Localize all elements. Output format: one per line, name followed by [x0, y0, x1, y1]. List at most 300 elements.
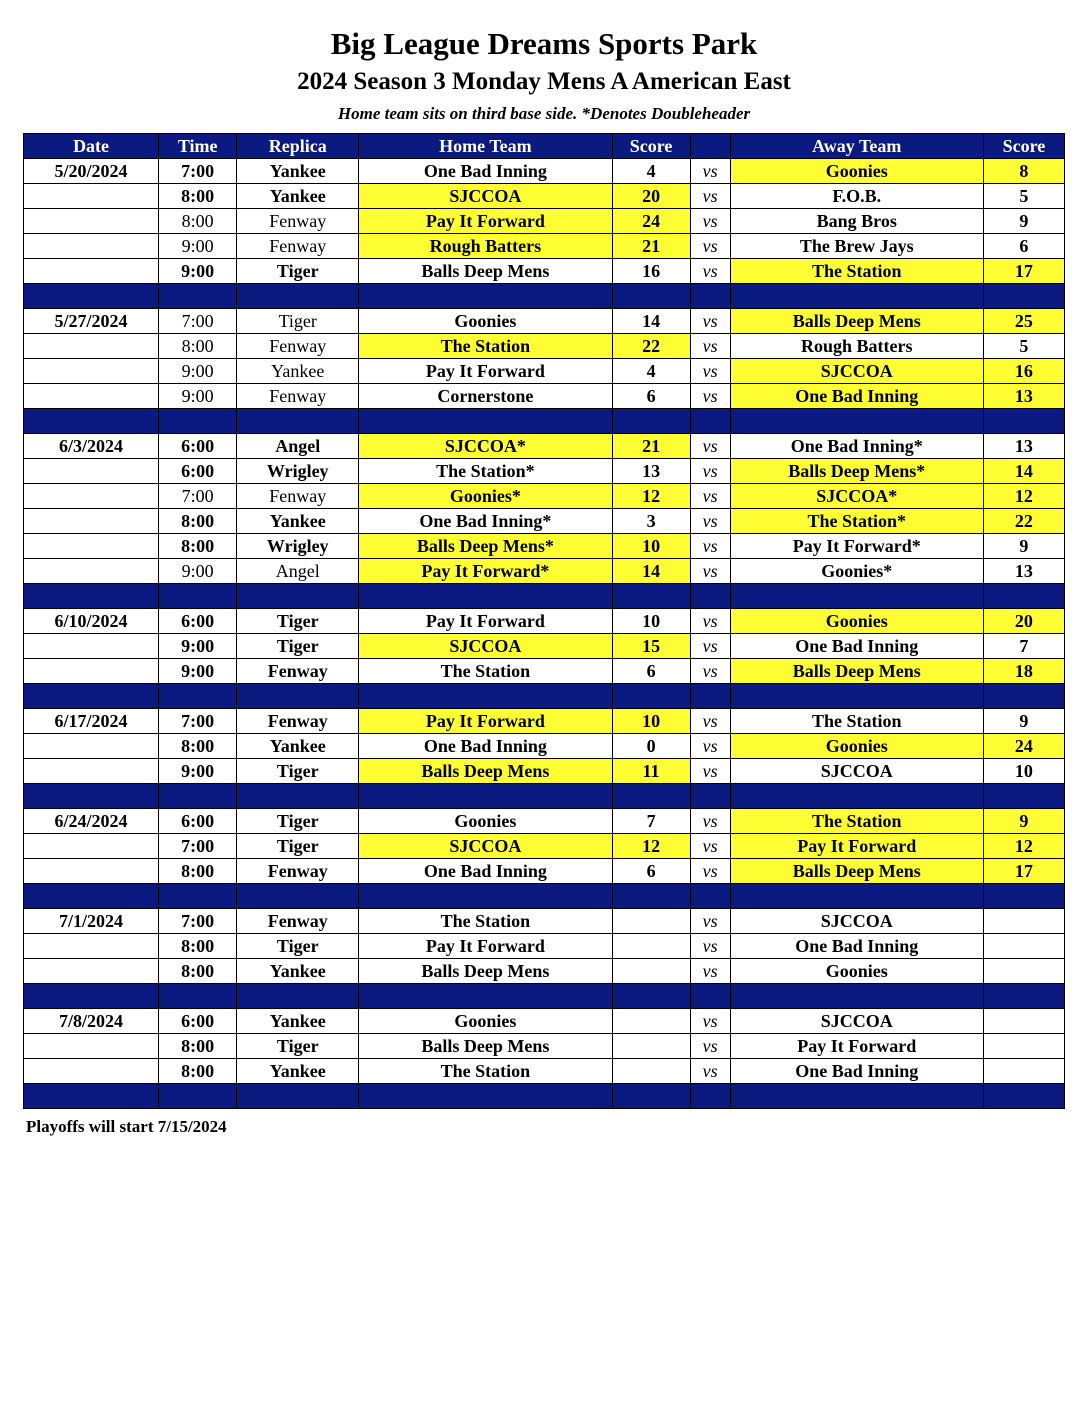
- separator-cell: [24, 684, 159, 709]
- vs-cell: vs: [690, 634, 730, 659]
- separator-cell: [159, 284, 237, 309]
- home-team-cell: Goonies: [359, 809, 612, 834]
- date-cell: 6/17/2024: [24, 709, 159, 734]
- separator-cell: [730, 1084, 983, 1109]
- time-cell: 7:00: [159, 709, 237, 734]
- game-row: [24, 559, 1065, 584]
- col-header-away-score: Score: [983, 134, 1064, 159]
- separator-cell: [159, 584, 237, 609]
- home-team-cell: Balls Deep Mens: [359, 759, 612, 784]
- vs-cell: vs: [690, 734, 730, 759]
- separator-cell: [24, 984, 159, 1009]
- date-cell: [24, 234, 159, 259]
- vs-cell: vs: [690, 484, 730, 509]
- separator-cell: [237, 584, 359, 609]
- separator-cell: [237, 409, 359, 434]
- separator-cell: [359, 784, 612, 809]
- away-score-cell: 12: [983, 484, 1064, 509]
- away-score-cell: 18: [983, 659, 1064, 684]
- separator-cell: [730, 884, 983, 909]
- date-cell: [24, 959, 159, 984]
- separator-cell: [237, 284, 359, 309]
- vs-cell: vs: [690, 159, 730, 184]
- date-cell: [24, 459, 159, 484]
- separator-cell: [359, 1084, 612, 1109]
- game-row: [24, 534, 1065, 559]
- schedule-body: [24, 159, 1065, 1109]
- time-cell: 8:00: [159, 1059, 237, 1084]
- away-team-cell: The Brew Jays: [730, 234, 983, 259]
- away-team-cell: The Station: [730, 259, 983, 284]
- vs-cell: vs: [690, 509, 730, 534]
- away-team-cell: One Bad Inning*: [730, 434, 983, 459]
- away-team-cell: The Station: [730, 809, 983, 834]
- vs-cell: vs: [690, 659, 730, 684]
- time-cell: 9:00: [159, 384, 237, 409]
- home-team-cell: The Station: [359, 1059, 612, 1084]
- game-row: [24, 259, 1065, 284]
- home-score-cell: 6: [612, 659, 690, 684]
- away-team-cell: One Bad Inning: [730, 1059, 983, 1084]
- home-team-cell: The Station: [359, 659, 612, 684]
- home-team-cell: The Station: [359, 909, 612, 934]
- separator-cell: [983, 684, 1064, 709]
- away-team-cell: SJCCOA: [730, 359, 983, 384]
- separator-cell: [237, 1084, 359, 1109]
- vs-cell: vs: [690, 459, 730, 484]
- away-score-cell: 25: [983, 309, 1064, 334]
- home-score-cell: 15: [612, 634, 690, 659]
- home-score-cell: 12: [612, 484, 690, 509]
- separator-cell: [159, 1084, 237, 1109]
- vs-cell: vs: [690, 359, 730, 384]
- away-team-cell: Bang Bros: [730, 209, 983, 234]
- vs-cell: vs: [690, 209, 730, 234]
- time-cell: 9:00: [159, 759, 237, 784]
- home-score-cell: [612, 959, 690, 984]
- separator-cell: [24, 584, 159, 609]
- vs-cell: vs: [690, 809, 730, 834]
- date-cell: [24, 509, 159, 534]
- home-score-cell: 20: [612, 184, 690, 209]
- separator-cell: [359, 584, 612, 609]
- time-cell: 7:00: [159, 834, 237, 859]
- away-score-cell: 14: [983, 459, 1064, 484]
- replica-cell: Wrigley: [237, 534, 359, 559]
- game-row: [24, 209, 1065, 234]
- home-team-cell: Pay It Forward: [359, 359, 612, 384]
- col-header-away-team: Away Team: [730, 134, 983, 159]
- vs-cell: vs: [690, 1034, 730, 1059]
- vs-cell: vs: [690, 434, 730, 459]
- away-score-cell: 9: [983, 534, 1064, 559]
- separator-cell: [359, 884, 612, 909]
- separator-cell: [237, 784, 359, 809]
- separator-cell: [690, 1084, 730, 1109]
- vs-cell: vs: [690, 859, 730, 884]
- home-team-cell: The Station*: [359, 459, 612, 484]
- separator-cell: [983, 784, 1064, 809]
- away-team-cell: One Bad Inning: [730, 634, 983, 659]
- separator-row: [24, 284, 1065, 309]
- vs-cell: vs: [690, 934, 730, 959]
- replica-cell: Tiger: [237, 309, 359, 334]
- away-score-cell: [983, 1009, 1064, 1034]
- separator-cell: [24, 784, 159, 809]
- date-cell: 7/8/2024: [24, 1009, 159, 1034]
- time-cell: 7:00: [159, 484, 237, 509]
- away-score-cell: [983, 1059, 1064, 1084]
- vs-cell: vs: [690, 184, 730, 209]
- separator-cell: [612, 984, 690, 1009]
- home-score-cell: 13: [612, 459, 690, 484]
- date-cell: [24, 534, 159, 559]
- home-score-cell: [612, 909, 690, 934]
- separator-cell: [159, 784, 237, 809]
- replica-cell: Tiger: [237, 609, 359, 634]
- away-team-cell: One Bad Inning: [730, 384, 983, 409]
- home-team-cell: One Bad Inning: [359, 159, 612, 184]
- date-cell: [24, 359, 159, 384]
- away-score-cell: 9: [983, 709, 1064, 734]
- separator-cell: [237, 984, 359, 1009]
- home-score-cell: 4: [612, 159, 690, 184]
- replica-cell: Tiger: [237, 809, 359, 834]
- separator-row: [24, 1084, 1065, 1109]
- away-score-cell: 5: [983, 184, 1064, 209]
- home-team-cell: Balls Deep Mens: [359, 959, 612, 984]
- time-cell: 8:00: [159, 959, 237, 984]
- separator-row: [24, 584, 1065, 609]
- vs-cell: vs: [690, 1009, 730, 1034]
- replica-cell: Wrigley: [237, 459, 359, 484]
- replica-cell: Yankee: [237, 359, 359, 384]
- date-cell: [24, 184, 159, 209]
- time-cell: 7:00: [159, 309, 237, 334]
- replica-cell: Tiger: [237, 259, 359, 284]
- vs-cell: vs: [690, 384, 730, 409]
- away-team-cell: Goonies: [730, 609, 983, 634]
- replica-cell: Yankee: [237, 734, 359, 759]
- replica-cell: Tiger: [237, 1034, 359, 1059]
- home-score-cell: [612, 1034, 690, 1059]
- home-team-cell: Balls Deep Mens: [359, 1034, 612, 1059]
- separator-cell: [359, 409, 612, 434]
- separator-cell: [359, 284, 612, 309]
- game-row: [24, 334, 1065, 359]
- separator-row: [24, 409, 1065, 434]
- game-row: [24, 384, 1065, 409]
- time-cell: 6:00: [159, 809, 237, 834]
- away-score-cell: 13: [983, 559, 1064, 584]
- home-team-cell: Pay It Forward*: [359, 559, 612, 584]
- home-team-cell: Goonies: [359, 1009, 612, 1034]
- vs-cell: vs: [690, 759, 730, 784]
- separator-row: [24, 884, 1065, 909]
- separator-cell: [983, 1084, 1064, 1109]
- time-cell: 8:00: [159, 734, 237, 759]
- away-team-cell: The Station: [730, 709, 983, 734]
- time-cell: 6:00: [159, 459, 237, 484]
- vs-cell: vs: [690, 234, 730, 259]
- time-cell: 9:00: [159, 659, 237, 684]
- home-score-cell: 10: [612, 709, 690, 734]
- game-row: [24, 509, 1065, 534]
- home-team-cell: Goonies*: [359, 484, 612, 509]
- time-cell: 9:00: [159, 259, 237, 284]
- home-score-cell: 22: [612, 334, 690, 359]
- separator-cell: [730, 784, 983, 809]
- away-score-cell: 6: [983, 234, 1064, 259]
- away-team-cell: One Bad Inning: [730, 934, 983, 959]
- home-score-cell: 14: [612, 559, 690, 584]
- time-cell: 8:00: [159, 934, 237, 959]
- replica-cell: Yankee: [237, 1009, 359, 1034]
- game-row: [24, 759, 1065, 784]
- schedule-table: [23, 133, 1065, 1109]
- vs-cell: vs: [690, 959, 730, 984]
- replica-cell: Angel: [237, 559, 359, 584]
- date-cell: [24, 759, 159, 784]
- replica-cell: Yankee: [237, 509, 359, 534]
- col-header-vs: [690, 134, 730, 159]
- separator-cell: [359, 984, 612, 1009]
- separator-cell: [983, 884, 1064, 909]
- time-cell: 7:00: [159, 159, 237, 184]
- replica-cell: Fenway: [237, 484, 359, 509]
- home-score-cell: 7: [612, 809, 690, 834]
- date-cell: 5/20/2024: [24, 159, 159, 184]
- away-score-cell: 22: [983, 509, 1064, 534]
- away-team-cell: Rough Batters: [730, 334, 983, 359]
- date-cell: [24, 734, 159, 759]
- replica-cell: Tiger: [237, 759, 359, 784]
- separator-cell: [159, 984, 237, 1009]
- game-row: [24, 234, 1065, 259]
- vs-cell: vs: [690, 259, 730, 284]
- date-cell: 6/24/2024: [24, 809, 159, 834]
- vs-cell: vs: [690, 334, 730, 359]
- separator-cell: [690, 684, 730, 709]
- separator-cell: [983, 284, 1064, 309]
- separator-cell: [690, 784, 730, 809]
- home-team-cell: One Bad Inning*: [359, 509, 612, 534]
- away-team-cell: Balls Deep Mens: [730, 659, 983, 684]
- home-score-cell: 0: [612, 734, 690, 759]
- home-score-cell: 6: [612, 384, 690, 409]
- home-team-cell: Pay It Forward: [359, 209, 612, 234]
- separator-row: [24, 784, 1065, 809]
- home-team-cell: Pay It Forward: [359, 934, 612, 959]
- home-team-cell: One Bad Inning: [359, 734, 612, 759]
- home-score-cell: 6: [612, 859, 690, 884]
- time-cell: 6:00: [159, 1009, 237, 1034]
- date-cell: [24, 659, 159, 684]
- separator-cell: [730, 584, 983, 609]
- date-cell: [24, 934, 159, 959]
- vs-cell: vs: [690, 534, 730, 559]
- away-score-cell: 17: [983, 259, 1064, 284]
- game-row: [24, 309, 1065, 334]
- game-row: [24, 709, 1065, 734]
- replica-cell: Fenway: [237, 334, 359, 359]
- home-team-cell: SJCCOA: [359, 834, 612, 859]
- home-score-cell: [612, 1009, 690, 1034]
- separator-cell: [690, 584, 730, 609]
- separator-cell: [612, 884, 690, 909]
- time-cell: 9:00: [159, 559, 237, 584]
- vs-cell: vs: [690, 909, 730, 934]
- home-score-cell: 10: [612, 609, 690, 634]
- away-team-cell: The Station*: [730, 509, 983, 534]
- home-team-cell: One Bad Inning: [359, 859, 612, 884]
- away-team-cell: Pay It Forward*: [730, 534, 983, 559]
- time-cell: 8:00: [159, 859, 237, 884]
- away-team-cell: Balls Deep Mens*: [730, 459, 983, 484]
- time-cell: 8:00: [159, 534, 237, 559]
- replica-cell: Tiger: [237, 934, 359, 959]
- separator-cell: [612, 584, 690, 609]
- home-score-cell: 24: [612, 209, 690, 234]
- home-team-cell: Pay It Forward: [359, 609, 612, 634]
- away-score-cell: 17: [983, 859, 1064, 884]
- time-cell: 6:00: [159, 609, 237, 634]
- playoffs-note: Playoffs will start 7/15/2024: [26, 1117, 227, 1136]
- away-score-cell: 24: [983, 734, 1064, 759]
- home-team-cell: Goonies: [359, 309, 612, 334]
- game-row: [24, 484, 1065, 509]
- away-score-cell: 9: [983, 809, 1064, 834]
- separator-cell: [983, 409, 1064, 434]
- home-score-cell: [612, 934, 690, 959]
- away-score-cell: 12: [983, 834, 1064, 859]
- page-subtitle: 2024 Season 3 Monday Mens A American East: [297, 68, 791, 95]
- date-cell: 7/1/2024: [24, 909, 159, 934]
- time-cell: 7:00: [159, 909, 237, 934]
- away-score-cell: 16: [983, 359, 1064, 384]
- schedule-note: Home team sits on third base side. *Denotes Doubleheader: [337, 104, 751, 123]
- time-cell: 8:00: [159, 209, 237, 234]
- home-team-cell: Rough Batters: [359, 234, 612, 259]
- col-header-date: Date: [24, 134, 159, 159]
- away-score-cell: 8: [983, 159, 1064, 184]
- replica-cell: Yankee: [237, 959, 359, 984]
- date-cell: [24, 259, 159, 284]
- away-team-cell: Goonies: [730, 159, 983, 184]
- date-cell: [24, 1034, 159, 1059]
- time-cell: 8:00: [159, 184, 237, 209]
- vs-cell: vs: [690, 309, 730, 334]
- home-team-cell: Balls Deep Mens*: [359, 534, 612, 559]
- away-score-cell: 10: [983, 759, 1064, 784]
- vs-cell: vs: [690, 609, 730, 634]
- replica-cell: Tiger: [237, 834, 359, 859]
- game-row: [24, 459, 1065, 484]
- away-score-cell: [983, 909, 1064, 934]
- date-cell: [24, 834, 159, 859]
- separator-cell: [612, 409, 690, 434]
- away-score-cell: 5: [983, 334, 1064, 359]
- page-title: Big League Dreams Sports Park: [330, 26, 758, 61]
- replica-cell: Fenway: [237, 709, 359, 734]
- separator-cell: [237, 684, 359, 709]
- vs-cell: vs: [690, 559, 730, 584]
- separator-cell: [612, 784, 690, 809]
- time-cell: 8:00: [159, 334, 237, 359]
- vs-cell: vs: [690, 834, 730, 859]
- away-score-cell: 13: [983, 434, 1064, 459]
- date-cell: [24, 559, 159, 584]
- game-row: [24, 809, 1065, 834]
- away-score-cell: 20: [983, 609, 1064, 634]
- time-cell: 9:00: [159, 634, 237, 659]
- header-row: [24, 134, 1065, 159]
- away-score-cell: 7: [983, 634, 1064, 659]
- col-header-home-team: Home Team: [359, 134, 612, 159]
- separator-cell: [612, 684, 690, 709]
- replica-cell: Angel: [237, 434, 359, 459]
- away-team-cell: SJCCOA: [730, 909, 983, 934]
- game-row: [24, 434, 1065, 459]
- away-team-cell: Pay It Forward: [730, 834, 983, 859]
- date-cell: 6/10/2024: [24, 609, 159, 634]
- game-row: [24, 834, 1065, 859]
- time-cell: 8:00: [159, 509, 237, 534]
- date-cell: [24, 209, 159, 234]
- separator-cell: [24, 409, 159, 434]
- separator-cell: [983, 984, 1064, 1009]
- home-team-cell: SJCCOA*: [359, 434, 612, 459]
- replica-cell: Fenway: [237, 909, 359, 934]
- away-team-cell: Balls Deep Mens: [730, 309, 983, 334]
- home-team-cell: Cornerstone: [359, 384, 612, 409]
- separator-cell: [159, 684, 237, 709]
- separator-cell: [24, 1084, 159, 1109]
- game-row: [24, 1009, 1065, 1034]
- separator-cell: [612, 1084, 690, 1109]
- game-row: [24, 184, 1065, 209]
- separator-cell: [690, 284, 730, 309]
- time-cell: 6:00: [159, 434, 237, 459]
- home-score-cell: [612, 1059, 690, 1084]
- home-score-cell: 14: [612, 309, 690, 334]
- game-row: [24, 909, 1065, 934]
- home-score-cell: 4: [612, 359, 690, 384]
- separator-cell: [983, 584, 1064, 609]
- col-header-replica: Replica: [237, 134, 359, 159]
- home-score-cell: 21: [612, 434, 690, 459]
- away-team-cell: SJCCOA: [730, 1009, 983, 1034]
- date-cell: 6/3/2024: [24, 434, 159, 459]
- separator-cell: [690, 409, 730, 434]
- game-row: [24, 859, 1065, 884]
- vs-cell: vs: [690, 709, 730, 734]
- away-score-cell: [983, 1034, 1064, 1059]
- separator-row: [24, 984, 1065, 1009]
- replica-cell: Yankee: [237, 184, 359, 209]
- replica-cell: Fenway: [237, 659, 359, 684]
- separator-cell: [612, 284, 690, 309]
- away-team-cell: Goonies*: [730, 559, 983, 584]
- separator-cell: [159, 409, 237, 434]
- replica-cell: Tiger: [237, 634, 359, 659]
- replica-cell: Fenway: [237, 859, 359, 884]
- date-cell: [24, 1059, 159, 1084]
- game-row: [24, 609, 1065, 634]
- separator-cell: [730, 984, 983, 1009]
- time-cell: 9:00: [159, 359, 237, 384]
- separator-cell: [24, 284, 159, 309]
